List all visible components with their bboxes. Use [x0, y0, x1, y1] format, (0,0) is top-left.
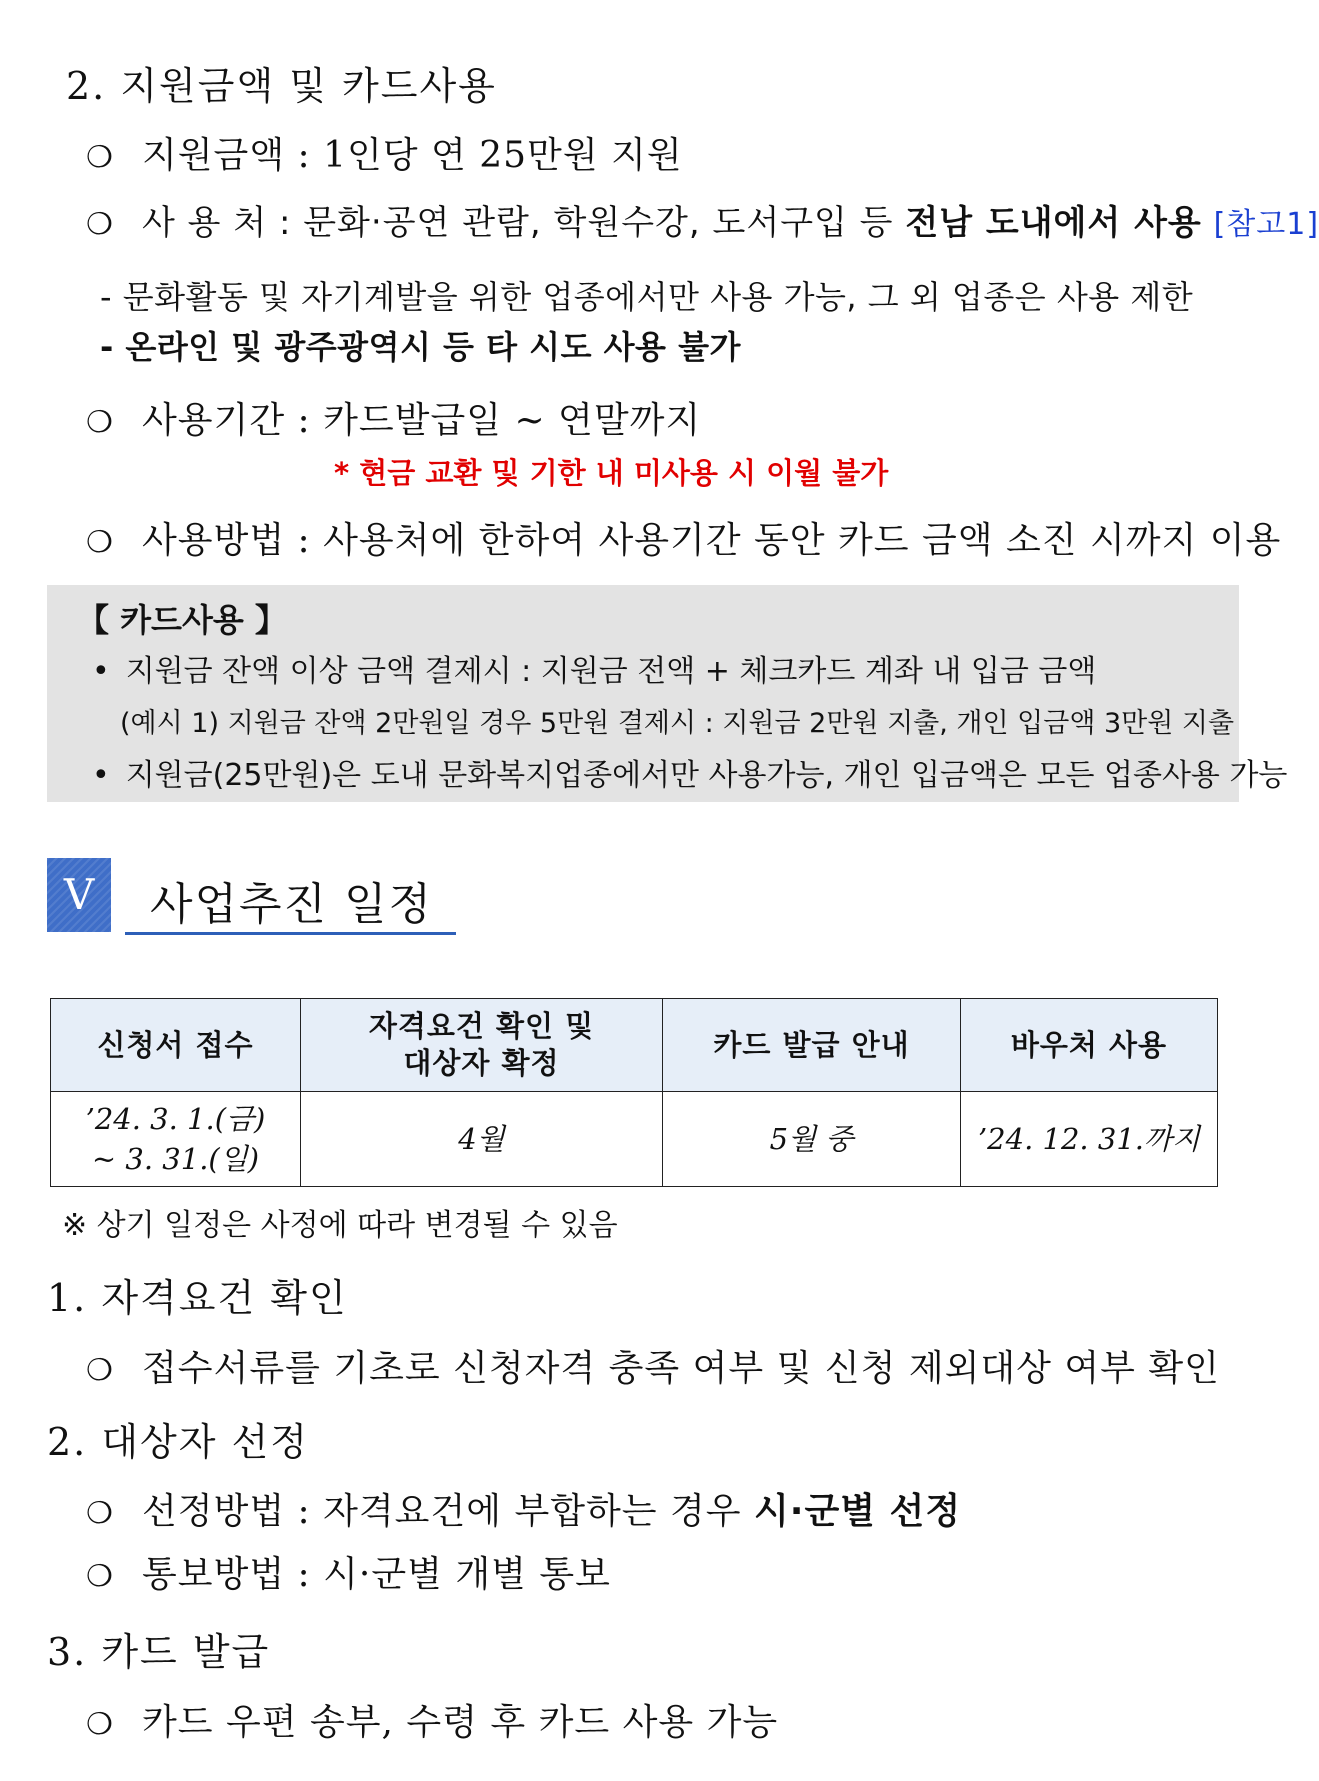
dot-bullet-icon: •: [92, 654, 110, 689]
step3-item: [86, 1694, 778, 1745]
circle-bullet-icon: ❍: [86, 1353, 114, 1388]
table-header-row: [51, 999, 1218, 1092]
header-confirm: [301, 999, 663, 1092]
header-apply: 신청서 접수: [51, 999, 301, 1092]
circle-bullet-icon: ❍: [86, 1707, 114, 1742]
table-row: [51, 1092, 1218, 1187]
section-heading-support: 2. 지원금액 및 카드사용: [66, 64, 497, 108]
method-text: 사용방법 : 사용처에 한하여 사용기간 동안 카드 금액 소진 시까지 이용: [142, 520, 1282, 561]
step2-method-bold: 시·군별 선정: [754, 1491, 962, 1532]
circle-bullet-icon: ❍: [86, 1559, 114, 1594]
header-card: 카드 발급 안내: [663, 999, 961, 1092]
section-title-underline: [125, 932, 456, 935]
cell-apply-line2: ~ 3. 31.(일): [91, 1142, 260, 1176]
card-usage-item-2-text: 지원금(25만원)은 도내 문화복지업종에서만 사용가능, 개인 입금액은 모든 업종사용 가능: [125, 758, 1288, 793]
bullet-amount: [86, 127, 683, 178]
circle-bullet-icon: ❍: [86, 525, 114, 560]
step2-method-text: 선정방법 : 자격요건에 부합하는 경우: [142, 1491, 754, 1532]
period-warning-note: * 현금 교환 및 기한 내 미사용 시 이월 불가: [334, 456, 889, 490]
step2-heading: 2. 대상자 선정: [47, 1420, 309, 1464]
step1-item: [86, 1340, 1220, 1391]
period-text: 사용기간 : 카드발급일 ~ 연말까지: [142, 400, 702, 441]
card-usage-item-1-text: 지원금 잔액 이상 금액 결제시 : 지원금 전액 + 체크카드 계좌 내 입금 금액: [125, 654, 1097, 689]
cell-card: 5월 중: [663, 1092, 961, 1187]
header-confirm-line2: 대상자 확정: [403, 1046, 560, 1080]
cell-apply-line1: ’24. 3. 1.(금): [85, 1102, 266, 1136]
card-usage-item-2: [92, 750, 1287, 794]
step2-notice: [86, 1546, 611, 1597]
cell-voucher: ’24. 12. 31.까지: [961, 1092, 1218, 1187]
header-voucher: 바우처 사용: [961, 999, 1218, 1092]
circle-bullet-icon: ❍: [86, 1496, 114, 1531]
step1-heading: 1. 자격요건 확인: [47, 1276, 348, 1320]
bullet-place: [86, 195, 1319, 244]
card-usage-title: 【 카드사용 】: [77, 601, 287, 639]
bullet-period: [86, 392, 701, 443]
reference-link[interactable]: [참고1]: [1213, 207, 1319, 242]
place-bold-text: 전남 도내에서 사용: [905, 203, 1202, 243]
header-confirm-line1: 자격요건 확인 및: [368, 1009, 595, 1043]
circle-bullet-icon: ❍: [86, 140, 114, 175]
cell-apply: [51, 1092, 301, 1187]
amount-text: 지원금액 : 1인당 연 25만원 지원: [142, 135, 683, 176]
card-usage-box: [47, 585, 1288, 802]
cell-confirm: 4월: [301, 1092, 663, 1187]
bullet-method: [86, 512, 1281, 563]
step3-item-text: 카드 우편 송부, 수령 후 카드 사용 가능: [142, 1702, 779, 1743]
dash-item-usage: - 문화활동 및 자기계발을 위한 업종에서만 사용 가능, 그 외 업종은 사용 제한: [100, 278, 1194, 316]
dash-item-restriction: - 온라인 및 광주광역시 등 타 시도 사용 불가: [100, 328, 741, 366]
circle-bullet-icon: ❍: [86, 405, 114, 440]
card-usage-example: (예시 1) 지원금 잔액 2만원일 경우 5만원 결제시 : 지원금 2만원 지출, 개인 입금액 3만원 지출: [120, 708, 1235, 739]
card-usage-item-1: [92, 646, 1096, 690]
step3-heading: 3. 카드 발급: [47, 1630, 271, 1674]
circle-bullet-icon: ❍: [86, 207, 114, 242]
section-title-schedule: 사업추진 일정: [150, 879, 434, 930]
step2-method: [86, 1483, 961, 1534]
schedule-table: [50, 998, 1218, 1187]
dot-bullet-icon: •: [92, 758, 110, 793]
schedule-note: ※ 상기 일정은 사정에 따라 변경될 수 있음: [62, 1208, 618, 1243]
place-text: 사 용 처 : 문화‧공연 관람, 학원수강, 도서구입 등: [142, 203, 906, 243]
step2-notice-text: 통보방법 : 시·군별 개별 통보: [142, 1554, 611, 1595]
section-roman-badge: V: [47, 858, 111, 932]
step1-item-text: 접수서류를 기초로 신청자격 충족 여부 및 신청 제외대상 여부 확인: [142, 1348, 1220, 1389]
